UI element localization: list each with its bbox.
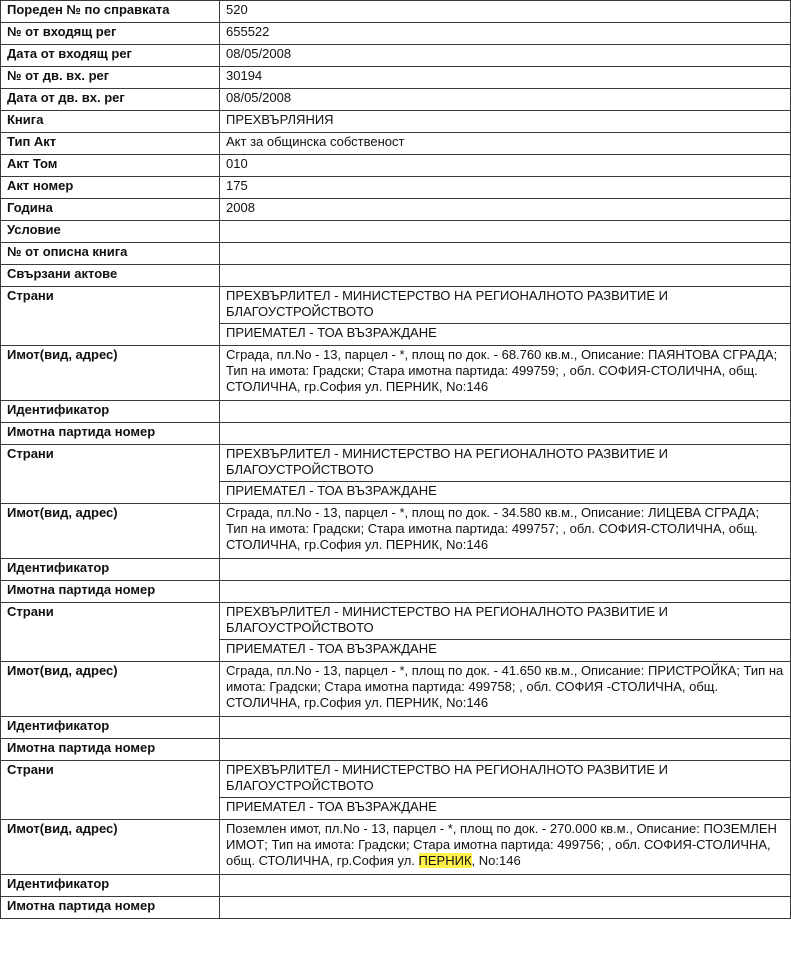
row-label: Дата от входящ рег bbox=[1, 45, 220, 67]
record-row bbox=[1, 265, 791, 287]
row-value: 08/05/2008 bbox=[220, 89, 791, 111]
row-label: Акт номер bbox=[1, 177, 220, 199]
partida-value bbox=[220, 423, 791, 445]
partida-value bbox=[220, 897, 791, 919]
identifier-row bbox=[1, 559, 791, 581]
row-value: 655522 bbox=[220, 23, 791, 45]
row-value: 175 bbox=[220, 177, 791, 199]
partida-row bbox=[1, 581, 791, 603]
row-value bbox=[220, 243, 791, 265]
acquirer-value: ПРИЕМАТЕЛ - ТОА ВЪЗРАЖДАНЕ bbox=[220, 482, 791, 504]
property-row bbox=[1, 820, 791, 875]
acquirer-value: ПРИЕМАТЕЛ - ТОА ВЪЗРАЖДАНЕ bbox=[220, 324, 791, 346]
identifier-label: Идентификатор bbox=[1, 559, 220, 581]
identifier-row bbox=[1, 401, 791, 423]
address-text: Поземлен имот, пл.No - 13, парцел - *, площ по док. - 270.000 кв.м., Описание: ПОЗЕМЛЕН ИМОТ; Тип на имота: Градски; Стара имотна партида: 499756; , обл. СОФИЯ-СТОЛИЧНА, общ. СТОЛИЧНА, гр.София ул. bbox=[226, 821, 777, 868]
row-value: Акт за общинска собственост bbox=[220, 133, 791, 155]
record-row bbox=[1, 23, 791, 45]
row-label: Дата от дв. вх. рег bbox=[1, 89, 220, 111]
highlighted-street: ПЕРНИК bbox=[418, 853, 472, 868]
record-row bbox=[1, 221, 791, 243]
record-row bbox=[1, 1, 791, 23]
identifier-label: Идентификатор bbox=[1, 875, 220, 897]
record-row bbox=[1, 111, 791, 133]
partida-label: Имотна партида номер bbox=[1, 739, 220, 761]
partida-value bbox=[220, 581, 791, 603]
record-row bbox=[1, 133, 791, 155]
parties-transferor-row bbox=[1, 445, 791, 482]
property-row bbox=[1, 504, 791, 559]
property-value: Сграда, пл.No - 13, парцел - *, площ по док. - 41.650 кв.м., Описание: ПРИСТРОЙКА; Тип на имота: Градски; Стара имотна партида: 499758; , обл. СОФИЯ -СТОЛИЧНА, общ. СТОЛИЧНА, гр.София ул. ПЕРНИК, No:146 bbox=[220, 662, 791, 717]
partida-row bbox=[1, 739, 791, 761]
row-label: Свързани актове bbox=[1, 265, 220, 287]
parties-transferor-row bbox=[1, 761, 791, 798]
row-label: № от входящ рег bbox=[1, 23, 220, 45]
row-value: 2008 bbox=[220, 199, 791, 221]
parties-label: Страни bbox=[1, 761, 220, 820]
row-value: 30194 bbox=[220, 67, 791, 89]
parties-label: Страни bbox=[1, 287, 220, 346]
row-value: 08/05/2008 bbox=[220, 45, 791, 67]
property-value bbox=[220, 820, 791, 875]
row-label: Условие bbox=[1, 221, 220, 243]
partida-value bbox=[220, 739, 791, 761]
row-label: Книга bbox=[1, 111, 220, 133]
row-value: 520 bbox=[220, 1, 791, 23]
property-row bbox=[1, 346, 791, 401]
row-label: Тип Акт bbox=[1, 133, 220, 155]
acquirer-value: ПРИЕМАТЕЛ - ТОА ВЪЗРАЖДАНЕ bbox=[220, 640, 791, 662]
transferor-value: ПРЕХВЪРЛИТЕЛ - МИНИСТЕРСТВО НА РЕГИОНАЛНОТО РАЗВИТИЕ И БЛАГОУСТРОЙСТВОТО bbox=[220, 603, 791, 640]
record-row bbox=[1, 67, 791, 89]
record-row bbox=[1, 177, 791, 199]
row-value: ПРЕХВЪРЛЯНИЯ bbox=[220, 111, 791, 133]
row-value bbox=[220, 221, 791, 243]
identifier-value bbox=[220, 401, 791, 423]
identifier-value bbox=[220, 717, 791, 739]
identifier-row bbox=[1, 875, 791, 897]
property-value: Сграда, пл.No - 13, парцел - *, площ по док. - 68.760 кв.м., Описание: ПАЯНТОВА СГРАДА; Тип на имота: Градски; Стара имотна партида: 499759; , обл. СОФИЯ-СТОЛИЧНА, общ. СТОЛИЧНА, гр.София ул. ПЕРНИК, No:146 bbox=[220, 346, 791, 401]
identifier-value bbox=[220, 559, 791, 581]
property-label: Имот(вид, адрес) bbox=[1, 346, 220, 401]
transferor-value: ПРЕХВЪРЛИТЕЛ - МИНИСТЕРСТВО НА РЕГИОНАЛНОТО РАЗВИТИЕ И БЛАГОУСТРОЙСТВОТО bbox=[220, 287, 791, 324]
property-label: Имот(вид, адрес) bbox=[1, 504, 220, 559]
row-label: Година bbox=[1, 199, 220, 221]
partida-row bbox=[1, 423, 791, 445]
record-row bbox=[1, 89, 791, 111]
parties-transferor-row bbox=[1, 287, 791, 324]
partida-label: Имотна партида номер bbox=[1, 423, 220, 445]
property-label: Имот(вид, адрес) bbox=[1, 662, 220, 717]
identifier-row bbox=[1, 717, 791, 739]
record-row bbox=[1, 155, 791, 177]
identifier-label: Идентификатор bbox=[1, 401, 220, 423]
row-value: 010 bbox=[220, 155, 791, 177]
record-row bbox=[1, 199, 791, 221]
property-label: Имот(вид, адрес) bbox=[1, 820, 220, 875]
identifier-label: Идентификатор bbox=[1, 717, 220, 739]
identifier-value bbox=[220, 875, 791, 897]
row-label: № от дв. вх. рег bbox=[1, 67, 220, 89]
property-row bbox=[1, 662, 791, 717]
parties-transferor-row bbox=[1, 603, 791, 640]
property-value: Сграда, пл.No - 13, парцел - *, площ по док. - 34.580 кв.м., Описание: ЛИЦЕВА СГРАДА; Тип на имота: Градски; Стара имотна партида: 499757; , обл. СОФИЯ-СТОЛИЧНА, общ. СТОЛИЧНА, гр.София ул. ПЕРНИК, No:146 bbox=[220, 504, 791, 559]
address-number: , No:146 bbox=[471, 853, 521, 868]
transferor-value: ПРЕХВЪРЛИТЕЛ - МИНИСТЕРСТВО НА РЕГИОНАЛНОТО РАЗВИТИЕ И БЛАГОУСТРОЙСТВОТО bbox=[220, 445, 791, 482]
partida-label: Имотна партида номер bbox=[1, 581, 220, 603]
partida-row bbox=[1, 897, 791, 919]
row-label: Пореден № по справката bbox=[1, 1, 220, 23]
record-row bbox=[1, 243, 791, 265]
row-label: № от описна книга bbox=[1, 243, 220, 265]
partida-label: Имотна партида номер bbox=[1, 897, 220, 919]
parties-label: Страни bbox=[1, 445, 220, 504]
parties-label: Страни bbox=[1, 603, 220, 662]
row-label: Акт Том bbox=[1, 155, 220, 177]
acquirer-value: ПРИЕМАТЕЛ - ТОА ВЪЗРАЖДАНЕ bbox=[220, 798, 791, 820]
transferor-value: ПРЕХВЪРЛИТЕЛ - МИНИСТЕРСТВО НА РЕГИОНАЛНОТО РАЗВИТИЕ И БЛАГОУСТРОЙСТВОТО bbox=[220, 761, 791, 798]
row-value bbox=[220, 265, 791, 287]
record-row bbox=[1, 45, 791, 67]
